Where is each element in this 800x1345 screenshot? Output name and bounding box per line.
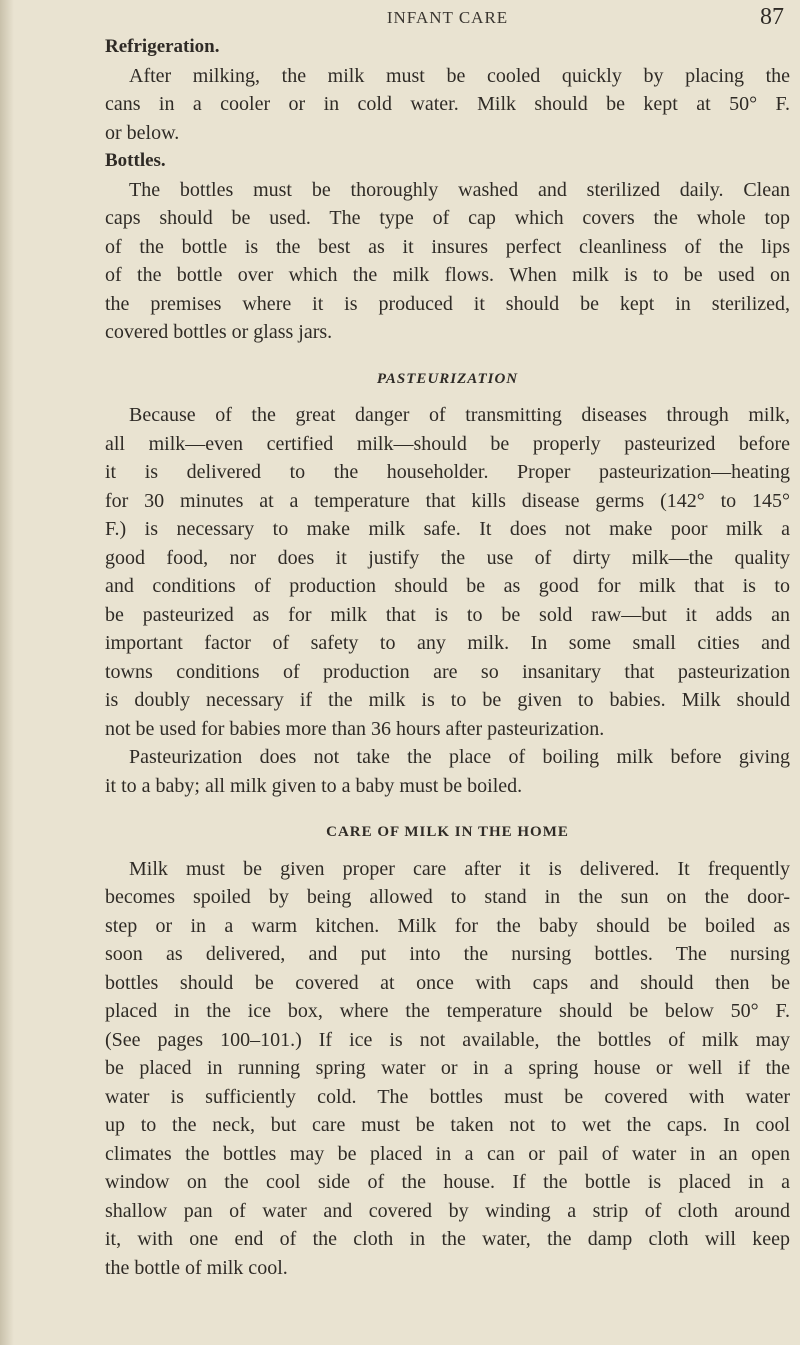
paragraph-pasteurization-2 (105, 743, 790, 800)
page-header (105, 4, 790, 32)
text-line: of the bottle over which the milk flows. When milk is to be used on (105, 264, 790, 286)
text-line: for 30 minutes at a temperature that kills disease germs (142° to 145° (105, 489, 790, 512)
text-line: towns conditions of production are so insanitary that pasteurization (105, 660, 790, 683)
text-line: is doubly necessary if the milk is to be given to babies. Milk should (105, 689, 790, 711)
text-line: becomes spoiled by being allowed to stand in the sun on the door- (105, 886, 790, 908)
text-line: all milk—even certified milk—should be properly pasteurized before (105, 432, 790, 455)
text-line: of the bottle is the best as it insures perfect cleanliness of the lips (105, 235, 790, 258)
section-heading-pasteurization: PASTEURIZATION (376, 370, 519, 387)
subheading-refrigeration: Refrigeration. (105, 36, 220, 57)
text-line: Because of the great danger of transmitting diseases through milk, (129, 404, 790, 426)
subheading-bottles: Bottles. (105, 150, 166, 171)
text-line: Milk must be given proper care after it is delivered. It frequently (129, 857, 790, 880)
running-title: INFANT CARE (386, 8, 509, 27)
text-line: it is delivered to the householder. Proper pasteurization—heating (105, 461, 790, 483)
text-line: F.) is necessary to make milk safe. It does not make poor milk a (105, 518, 790, 540)
text-line: After milking, the milk must be cooled quickly by placing the (129, 64, 790, 87)
text-line: soon as delivered, and put into the nursing bottles. The nursing (105, 943, 790, 965)
text-line: it to a baby; all milk given to a baby must be boiled. (105, 774, 523, 797)
text-line: covered bottles or glass jars. (105, 321, 333, 343)
paragraph-care-of-milk (105, 855, 790, 1283)
text-line: up to the neck, but care must be taken not to wet the caps. In cool (105, 1114, 790, 1136)
text-line: The bottles must be thoroughly washed and sterilized daily. Clean (129, 178, 790, 201)
text-line: climates the bottles may be placed in a can or pail of water in an open (105, 1142, 790, 1165)
text-line: and conditions of production should be as good for milk that is to (105, 575, 790, 597)
page-number: 87 (760, 4, 784, 30)
text-line: be placed in running spring water or in a spring house or well if the (105, 1057, 790, 1079)
text-line: shallow pan of water and covered by winding a strip of cloth around (105, 1199, 790, 1222)
text-line: water is sufficiently cold. The bottles must be covered with water (105, 1085, 790, 1108)
text-line: bottles should be covered at once with caps and should then be (105, 971, 790, 994)
text-line: good food, nor does it justify the use of dirty milk—the quality (105, 546, 790, 569)
section-heading-care-of-milk: CARE OF MILK IN THE HOME (326, 824, 569, 840)
text-line: the premises where it is produced it should be kept in sterilized, (105, 292, 790, 315)
paragraph-bottles (105, 176, 790, 347)
paragraph-refrigeration (105, 62, 790, 148)
page-gutter-shadow (0, 0, 14, 1345)
page-body (105, 33, 790, 1282)
text-line: the bottle of milk cool. (105, 1256, 288, 1279)
text-line: it, with one end of the cloth in the water, the damp cloth will keep (105, 1228, 790, 1250)
text-line: important factor of safety to any milk. In some small cities and (105, 632, 790, 654)
text-line: or below. (105, 121, 180, 144)
text-line: step or in a warm kitchen. Milk for the baby should be boiled as (105, 914, 790, 937)
text-line: (See pages 100–101.) If ice is not available, the bottles of milk may (105, 1028, 790, 1051)
paragraph-pasteurization-1 (105, 401, 790, 743)
text-line: not be used for babies more than 36 hours after pasteurization. (105, 717, 605, 740)
text-line: placed in the ice box, where the temperature should be below 50° F. (105, 1000, 790, 1022)
text-line: be pasteurized as for milk that is to be sold raw—but it adds an (105, 603, 790, 626)
text-line: window on the cool side of the house. If the bottle is placed in a (105, 1171, 790, 1193)
text-line: cans in a cooler or in cold water. Milk should be kept at 50° F. (105, 93, 790, 115)
text-line: caps should be used. The type of cap which covers the whole top (105, 207, 790, 229)
text-line: Pasteurization does not take the place of boiling milk before giving (129, 746, 790, 768)
